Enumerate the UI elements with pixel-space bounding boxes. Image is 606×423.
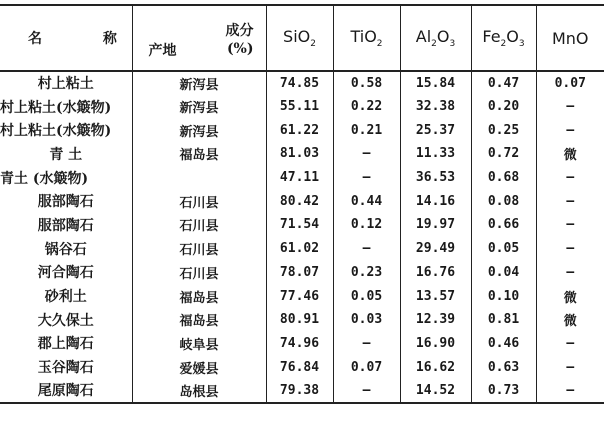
cell-sio2: 80.91 (266, 308, 333, 332)
cell-mno: — (536, 237, 604, 261)
cell-sio2: 74.96 (266, 332, 333, 356)
header-ingredient-unit: (%) (226, 41, 254, 57)
header-mno-base: MnO (551, 28, 589, 48)
cell-fe2o3: 0.68 (471, 166, 536, 190)
cell-al2o3: 16.62 (400, 355, 471, 379)
cell-sio2: 76.84 (266, 355, 333, 379)
cell-mno: — (536, 118, 604, 142)
cell-tio2: — (333, 237, 400, 261)
header-tio2 (333, 5, 400, 71)
cell-origin (132, 166, 266, 190)
header-name (0, 5, 145, 71)
header-al2o3-base: Al (415, 26, 432, 46)
header-fe2o3 (471, 5, 536, 71)
composition-table (0, 4, 604, 404)
cell-sio2: 61.02 (266, 237, 333, 261)
cell-origin: 新泻县 (132, 71, 266, 95)
cell-mno: — (536, 95, 604, 119)
cell-name: 青 土 (49, 146, 83, 163)
cell-mno: — (536, 355, 604, 379)
cell-al2o3: 15.84 (400, 71, 471, 95)
cell-sio2: 61.22 (266, 118, 333, 142)
header-fe2o3-base: Fe (482, 26, 501, 46)
header-sio2 (266, 5, 333, 71)
header-sio2-sub: 2 (310, 39, 316, 50)
cell-tio2: 0.21 (333, 118, 400, 142)
cell-al2o3: 11.33 (400, 142, 471, 166)
header-name-label: 名 称 (28, 31, 145, 47)
cell-origin: 石川县 (132, 237, 266, 261)
cell-al2o3: 16.76 (400, 261, 471, 285)
header-al2o3-sub2: 3 (449, 39, 456, 50)
cell-name: 青土 (水簸物) (0, 170, 89, 187)
cell-fe2o3: 0.46 (471, 332, 536, 356)
cell-tio2: 0.58 (333, 71, 400, 95)
header-mno (536, 5, 604, 71)
header-fe2o3-tail: O (506, 26, 519, 46)
header-al2o3-tail: O (436, 26, 450, 46)
cell-mno: — (536, 166, 604, 190)
cell-name: 服部陶石 (37, 194, 94, 211)
cell-origin: 福岛县 (132, 284, 266, 308)
table-row (0, 189, 604, 213)
cell-tio2: — (333, 379, 400, 403)
cell-mno: — (536, 379, 604, 403)
cell-tio2: 0.22 (333, 95, 400, 119)
cell-fe2o3: 0.47 (471, 71, 536, 95)
cell-name: 砂利土 (44, 289, 87, 306)
cell-name: 郡上陶石 (37, 336, 94, 353)
cell-tio2: — (333, 332, 400, 356)
cell-sio2: 47.11 (266, 166, 333, 190)
cell-name: 村上粘土(水簸物) (0, 123, 112, 140)
cell-sio2: 81.03 (266, 142, 333, 166)
table-row (0, 71, 604, 95)
table-row (0, 237, 604, 261)
table-row (0, 118, 604, 142)
cell-name: 服部陶石 (37, 217, 94, 234)
cell-mno: 微 (536, 308, 604, 332)
cell-name: 尾原陶石 (0, 379, 132, 403)
cell-name: 村上粘土 (37, 76, 94, 93)
cell-tio2: 0.07 (333, 355, 400, 379)
cell-mno: — (536, 189, 604, 213)
cell-fe2o3: 0.81 (471, 308, 536, 332)
cell-tio2: — (333, 166, 400, 190)
cell-name: 玉谷陶石 (37, 360, 94, 377)
cell-sio2: 74.85 (266, 71, 333, 95)
header-fe2o3-sub2: 3 (518, 39, 525, 50)
cell-origin: 福岛县 (132, 308, 266, 332)
header-tio2-base: TiO (350, 26, 377, 46)
cell-fe2o3: 0.10 (471, 284, 536, 308)
cell-mno: 微 (536, 142, 604, 166)
cell-mno: — (536, 261, 604, 285)
header-origin-label: 产地 (148, 43, 177, 59)
table-row (0, 261, 604, 285)
cell-al2o3: 16.90 (400, 332, 471, 356)
header-sio2-base: SiO (283, 26, 311, 46)
table-row (0, 142, 604, 166)
cell-sio2: 78.07 (266, 261, 333, 285)
cell-fe2o3: 0.73 (471, 379, 536, 403)
table-body (0, 71, 604, 403)
cell-name: 河合陶石 (37, 265, 94, 282)
table-header (0, 5, 604, 71)
cell-name: 锅谷石 (44, 241, 87, 258)
cell-tio2: — (333, 142, 400, 166)
header-al2o3 (400, 5, 471, 71)
table-row (0, 308, 604, 332)
cell-al2o3: 36.53 (400, 166, 471, 190)
cell-tio2: 0.03 (333, 308, 400, 332)
header-tio2-sub: 2 (376, 39, 383, 50)
cell-name: 大久保土 (37, 312, 94, 329)
cell-fe2o3: 0.72 (471, 142, 536, 166)
cell-tio2: 0.44 (333, 189, 400, 213)
cell-al2o3: 25.37 (400, 118, 471, 142)
header-ingredient (226, 22, 254, 58)
cell-fe2o3: 0.63 (471, 355, 536, 379)
cell-origin: 新泻县 (132, 118, 266, 142)
cell-fe2o3: 0.20 (471, 95, 536, 119)
cell-sio2: 77.46 (266, 284, 333, 308)
cell-fe2o3: 0.66 (471, 213, 536, 237)
cell-sio2: 80.42 (266, 189, 333, 213)
cell-al2o3: 12.39 (400, 308, 471, 332)
cell-fe2o3: 0.04 (471, 261, 536, 285)
cell-tio2: 0.05 (333, 284, 400, 308)
cell-fe2o3: 0.05 (471, 237, 536, 261)
cell-mno: 0.07 (536, 71, 604, 95)
cell-origin: 岛根县 (132, 379, 266, 403)
header-al2o3-sub: 2 (431, 39, 437, 50)
cell-origin: 爱媛县 (132, 355, 266, 379)
cell-origin: 新泻县 (132, 95, 266, 119)
table-row (0, 166, 604, 190)
cell-al2o3: 19.97 (400, 213, 471, 237)
cell-origin: 石川县 (132, 189, 266, 213)
cell-origin: 岐阜县 (132, 332, 266, 356)
cell-mno: — (536, 213, 604, 237)
table-row (0, 332, 604, 356)
cell-tio2: 0.23 (333, 261, 400, 285)
cell-name: 村上粘土(水簸物) (0, 99, 112, 116)
header-origin-ingredient (132, 5, 266, 71)
cell-al2o3: 32.38 (400, 95, 471, 119)
cell-origin: 石川县 (132, 261, 266, 285)
cell-tio2: 0.12 (333, 213, 400, 237)
cell-origin: 石川县 (132, 213, 266, 237)
cell-sio2: 55.11 (266, 95, 333, 119)
cell-sio2: 71.54 (266, 213, 333, 237)
cell-mno: 微 (536, 284, 604, 308)
table-row (0, 213, 604, 237)
cell-al2o3: 29.49 (400, 237, 471, 261)
cell-al2o3: 14.52 (400, 379, 471, 403)
table-row (0, 379, 604, 403)
table-row (0, 284, 604, 308)
table-row (0, 95, 604, 119)
table-row (0, 355, 604, 379)
header-ingredient-label: 成分 (225, 23, 254, 39)
cell-al2o3: 13.57 (400, 284, 471, 308)
cell-mno: — (536, 332, 604, 356)
cell-fe2o3: 0.25 (471, 118, 536, 142)
header-fe2o3-sub: 2 (500, 39, 507, 50)
cell-al2o3: 14.16 (400, 189, 471, 213)
cell-fe2o3: 0.08 (471, 189, 536, 213)
cell-sio2: 79.38 (266, 379, 333, 403)
cell-origin: 福岛县 (132, 142, 266, 166)
